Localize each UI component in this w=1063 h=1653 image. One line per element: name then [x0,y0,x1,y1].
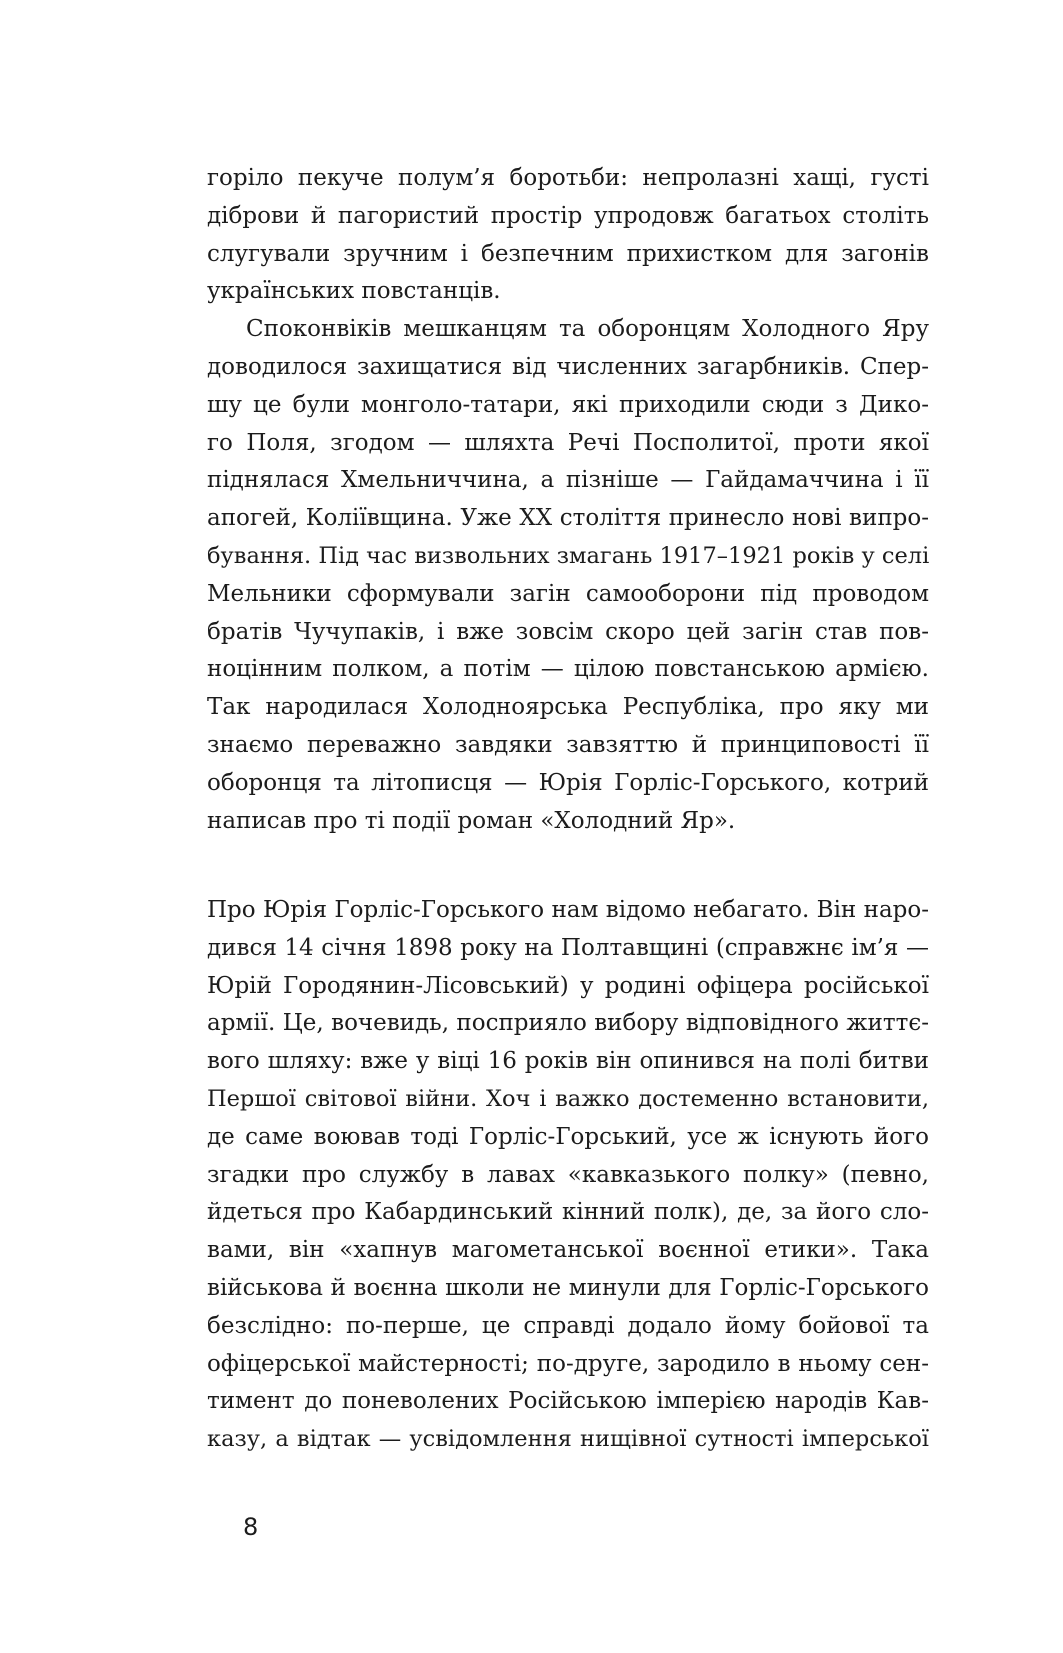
text-line: діброви й пагористий простір упродовж багатьох століть [207,202,929,229]
text-line: вами, він «хапнув магометанської воєнної етики». Така [207,1237,929,1264]
text-line: оборонця та літописця — Юрія Горліс-Горського, котрий [207,769,929,796]
text-line: йдеться про Кабардинський кінний полк), де, за його сло- [207,1199,929,1226]
text-line: ноцінним полком, а потім — цілою повстанською армією. [207,656,929,683]
text-line: доводилося захищатися від численних загарбників. Спер- [207,353,929,380]
text-line: Юрій Городянин-Лісовський) у родині офіцера російської [207,972,929,999]
text-line: дився 14 січня 1898 року на Полтавщині (справжнє ім’я — [207,934,929,961]
text-line: згадки про службу в лавах «кавказького полку» (певно, [207,1161,929,1188]
text-line: безслідно: по-перше, це справді додало йому бойової та [207,1312,929,1339]
text-line: написав про ті події роман «Холодний Яр». [207,807,736,834]
text-line: братів Чучупаків, і вже зовсім скоро цей загін став пов- [207,618,929,645]
text-line: казу, а відтак — усвідомлення нищівної сутності імперської [207,1426,929,1453]
text-block-1 [207,160,929,840]
text-line: горіло пекуче полум’я боротьби: непролазні хащі, густі [207,165,929,191]
text-line: го Поля, згодом — шляхта Речі Посполитої, проти якої [207,429,929,456]
paragraph-first-line: Споконвіків мешканцям та оборонцям Холодного Яру [246,316,929,343]
text-line: Першої світової війни. Хоч і важко достеменно встановити, [207,1085,929,1112]
text-line: українських повстанців. [207,278,501,305]
text-line: армії. Це, вочевидь, посприяло вибору відповідного життє- [207,1010,929,1037]
text-line: шу це були монголо-татари, які приходили сюди з Дико- [207,391,929,418]
text-line: піднялася Хмельниччина, а пізніше — Гайдамаччина і її [207,467,929,494]
paragraph-first-line: Про Юрія Горліс-Горського нам відомо небагато. Він наро- [207,897,929,923]
text-line: тимент до поневолених Російською імперією народів Кав- [207,1388,929,1415]
text-line: офіцерської майстерності; по-друге, зародило в ньому сен- [207,1350,929,1377]
text-line: знаємо переважно завдяки завзяттю й принциповості її [207,731,929,758]
text-line: апогей, Коліївщина. Уже XX століття принесло нові випро- [207,505,929,532]
text-line: вого шляху: вже у віці 16 років він опинився на полі битви [207,1048,929,1075]
text-line: Мельники сформували загін самооборони під проводом [207,580,929,607]
text-line: військова й воєнна школи не минули для Горліс-Горського [207,1274,929,1301]
text-line: слугували зручним і безпечним прихистком для загонів [207,240,929,267]
text-line: де саме воював тоді Горліс-Горський, усе ж існують його [207,1123,929,1150]
page-number: 8 [243,1513,259,1541]
text-block-2 [207,892,929,1459]
text-line: Так народилася Холодноярська Республіка, про яку ми [207,694,929,721]
text-line: бування. Під час визвольних змагань 1917–1921 років у селі [207,542,930,569]
